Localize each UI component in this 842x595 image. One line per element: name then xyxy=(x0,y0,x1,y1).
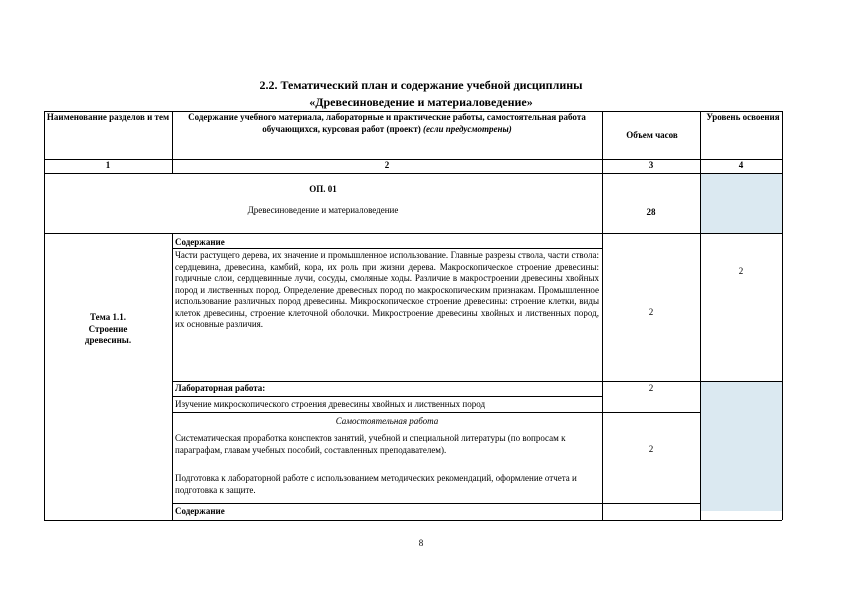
header-hours: Объем часов xyxy=(626,130,678,140)
header-content-italic: (если предусмотрены) xyxy=(423,123,512,134)
discipline-title: «Древесиноведение и материаловедение» xyxy=(309,95,533,109)
header-content xyxy=(175,112,599,135)
content-level: 2 xyxy=(738,266,744,276)
page-number: 8 xyxy=(418,538,424,548)
rule xyxy=(44,159,782,160)
self-label-text: Самостоятельная работа xyxy=(335,416,439,426)
lab-label: Лабораторная работа: xyxy=(175,383,266,393)
lab-text: Изучение микроскопического строения древесины хвойных и лиственных пород xyxy=(175,399,486,409)
col-number-3: 3 xyxy=(648,160,654,170)
topic-name: Тема 1.1. Строение древесины. xyxy=(84,312,132,345)
self-label xyxy=(172,416,602,428)
self-text-1: Систематическая проработка конспектов занятий, учебной и специальной литературы (по вопросам к параграфам, главам учебных пособий, составленных преподавателем). xyxy=(175,433,566,455)
rule xyxy=(172,248,602,249)
rule xyxy=(44,111,45,520)
rule xyxy=(172,111,173,173)
level-fill-lab xyxy=(701,381,782,511)
content-label: Содержание xyxy=(175,237,225,247)
col-number-1: 1 xyxy=(105,160,111,170)
header-sections-text: Наименование разделов и тем xyxy=(46,112,170,122)
rule xyxy=(44,111,782,112)
section-code: ОП. 01 xyxy=(309,184,337,194)
header-sections xyxy=(46,112,170,124)
rule xyxy=(172,233,173,520)
section-name: Древесиноведение и материаловедение xyxy=(247,205,399,215)
content-hours: 2 xyxy=(648,307,654,317)
rule xyxy=(172,381,782,382)
section-hours: 28 xyxy=(646,207,656,217)
header-level: Уровень освоения xyxy=(706,112,780,122)
self-text-2: Подготовка к лабораторной работе с использованием методических рекомендаций, оформление отчета и подготовка к защите. xyxy=(175,473,577,495)
self-hours: 2 xyxy=(648,444,654,454)
col-number-2: 2 xyxy=(384,160,390,170)
plan-title: 2.2. Тематический план и содержание учебной дисциплины xyxy=(259,78,583,92)
lab-hours: 2 xyxy=(648,383,654,393)
level-fill-section xyxy=(701,174,782,233)
rule xyxy=(782,111,783,520)
content-text: Части растущего дерева, их значение и промышленное использование. Главные разрезы ствола, части ствола: сердцевина, древесина, камбий, кора, их роль при жизни дерева. Макроскопическое строение древесины: годичные слои, сердцевинные лучи, сосуды, смоляные ходы. Различие в макростроении древесины хвойных пород и лиственных пород. Определение древесных пород по макроскопическим признакам. Промышленное использование различных пород древесины. Микроскопическое строение древесины: строение клетки, виды клеток древесины, строение клеточной оболочки. Микростроение древесины хвойных и лиственных пород, их основные различия. xyxy=(175,250,599,329)
rule xyxy=(172,396,602,397)
rule xyxy=(172,412,700,413)
rule xyxy=(44,233,782,234)
rule xyxy=(44,520,782,521)
next-content-label: Содержание xyxy=(175,506,225,516)
rule xyxy=(172,503,700,504)
col-number-4: 4 xyxy=(738,160,744,170)
rule xyxy=(602,111,603,520)
rule xyxy=(700,111,701,520)
header-content-text: Содержание учебного материала, лабораторные и практические работы, самостоятельная работа обучающихся, курсовая работ (проект) xyxy=(188,112,586,134)
rule xyxy=(44,173,782,174)
